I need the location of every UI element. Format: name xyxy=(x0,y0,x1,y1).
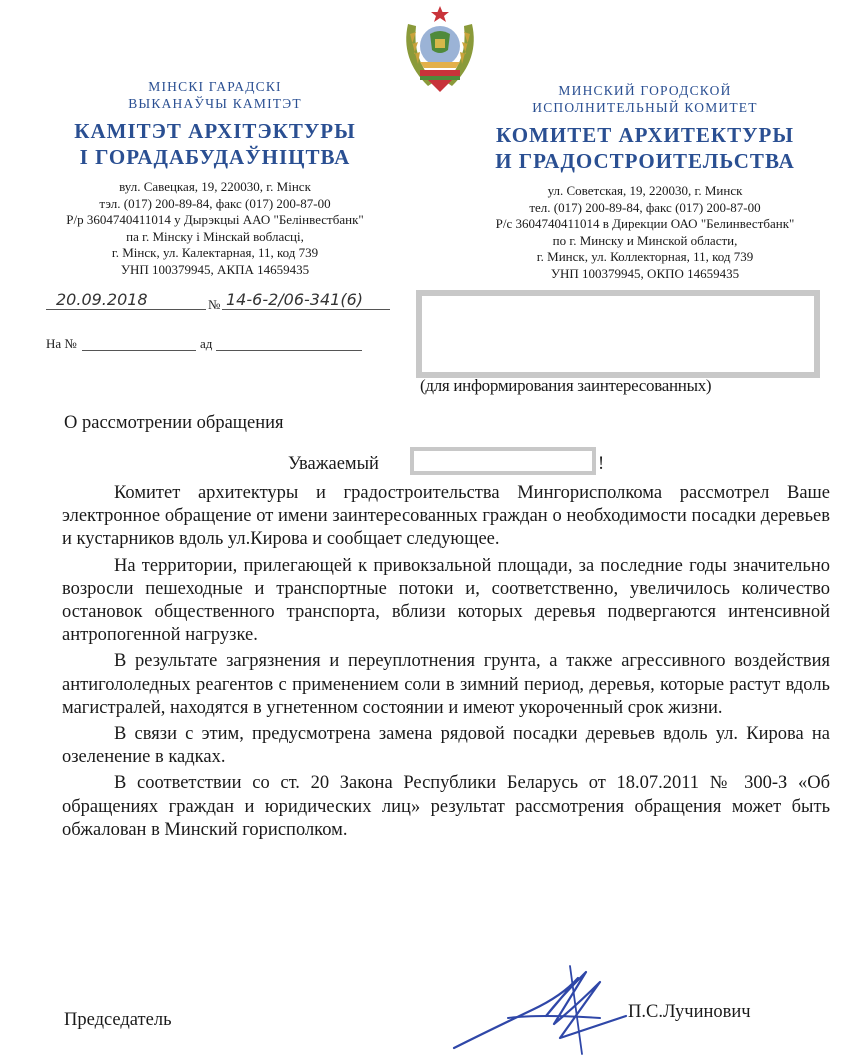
org-name-ru-line2: ИСПОЛНИТЕЛЬНЫЙ КОМИТЕТ xyxy=(532,100,758,115)
bank-address-by: г. Мінск, ул. Калектарная, 11, код 739 xyxy=(111,245,319,260)
from-line xyxy=(216,350,362,351)
paragraph-3: В результате загрязнения и переуплотнения грунта, а также агрессивного воздействия антигололедных реагентов с применением соли в зимний период, деревья, которые растут вдоль магистралей, находятся в угнетенном состоянии и имеют укороченный срок жизни. xyxy=(62,651,830,718)
number-line xyxy=(222,309,390,310)
phone-ru: тел. (017) 200-89-84, факс (017) 200-87-00 xyxy=(529,199,761,215)
paragraph-1: Комитет архитектуры и градостроительства Мингорисполкома рассмотрел Ваше электронное обращение от имени заинтересованных граждан о необходимости посадки деревьев и кустарников вдоль ул.Кирова и сообщает следующее. xyxy=(62,483,830,550)
salutation-start: Уважаемый xyxy=(288,454,379,474)
bank-account-by: Р/р 3604740411014 у Дырэкцыі ААО "Белінвестбанк" xyxy=(66,212,364,227)
org-name-ru-line1: МИНСКИЙ ГОРОДСКОЙ xyxy=(558,83,732,98)
org-name-by-line2: ВЫКАНАЎЧЫ КАМІТЭТ xyxy=(128,96,302,111)
paragraph-4: В связи с этим, предусмотрена замена рядовой посадки деревьев вдоль ул. Кирова на озеленение в кадках. xyxy=(62,724,830,768)
signatory-position: Председатель xyxy=(64,1010,172,1030)
handwritten-signature xyxy=(450,958,630,1057)
reference-line xyxy=(82,350,196,351)
committee-name-ru-line2: И ГРАДОСТРОИТЕЛЬСТВА xyxy=(495,149,795,173)
org-name-by-line1: МІНСКІ ГАРАДСКІ xyxy=(148,79,282,94)
number-label: № xyxy=(208,297,221,312)
bank-account-ru: Р/с 3604740411014 в Дирекции ОАО "Белинвестбанк" xyxy=(495,216,795,231)
committee-name-ru-line1: КОМИТЕТ АРХИТЕКТУРЫ xyxy=(496,123,794,147)
outgoing-number: 14-6-2/06-341(6) xyxy=(226,290,363,309)
date-line xyxy=(46,309,206,310)
salutation-end: ! xyxy=(598,454,605,474)
header-right xyxy=(440,82,850,282)
reference-label: На № xyxy=(46,336,77,351)
header-left xyxy=(20,78,410,278)
address-by: вул. Савецкая, 19, 220030, г. Мінск xyxy=(119,179,311,194)
phone-by: тэл. (017) 200-89-84, факс (017) 200-87-00 xyxy=(99,195,331,211)
letter-body xyxy=(62,482,830,842)
address-ru: ул. Советская, 19, 220030, г. Минск xyxy=(547,183,743,198)
outgoing-date: 20.09.2018 xyxy=(56,290,148,309)
paragraph-2: На территории, прилегающей к привокзальной площади, за последние годы значительно возросли пешеходные и транспортные потоки и, соответственно, увеличилось количество остановок общественного транспорта, вблизи которых деревья подвергаются интенсивной антропогенной нагрузке. xyxy=(62,555,830,646)
bank-region-by: па г. Мінску і Мінскай вобласці, xyxy=(126,228,304,244)
salutation-name-redaction xyxy=(410,447,596,475)
recipient-redaction xyxy=(416,290,820,378)
bank-address-ru: г. Минск, ул. Коллекторная, 11, код 739 xyxy=(536,249,754,264)
signatory-name: П.С.Лучинович xyxy=(628,1002,751,1022)
committee-name-by-line2: І ГОРАДАБУДАЎНІЦТВА xyxy=(79,145,351,169)
committee-name-by-line1: КАМІТЭТ АРХІТЭКТУРЫ xyxy=(74,119,356,143)
recipient-note: (для информирования заинтересованных) xyxy=(420,376,712,395)
bank-region-ru: по г. Минску и Минской области, xyxy=(552,232,738,248)
paragraph-5: В соответствии со ст. 20 Закона Республики Беларусь от 18.07.2011 № 300-З «Об обращениях граждан и юридических лиц» результат рассмотрения обращения может быть обжалован в Минский горисполком. xyxy=(62,773,830,840)
unp-by: УНП 100379945, АКПА 14659435 xyxy=(120,261,310,277)
from-label: ад xyxy=(200,336,213,351)
unp-ru: УНП 100379945, ОКПО 14659435 xyxy=(550,265,740,281)
subject: О рассмотрении обращения xyxy=(64,413,284,433)
